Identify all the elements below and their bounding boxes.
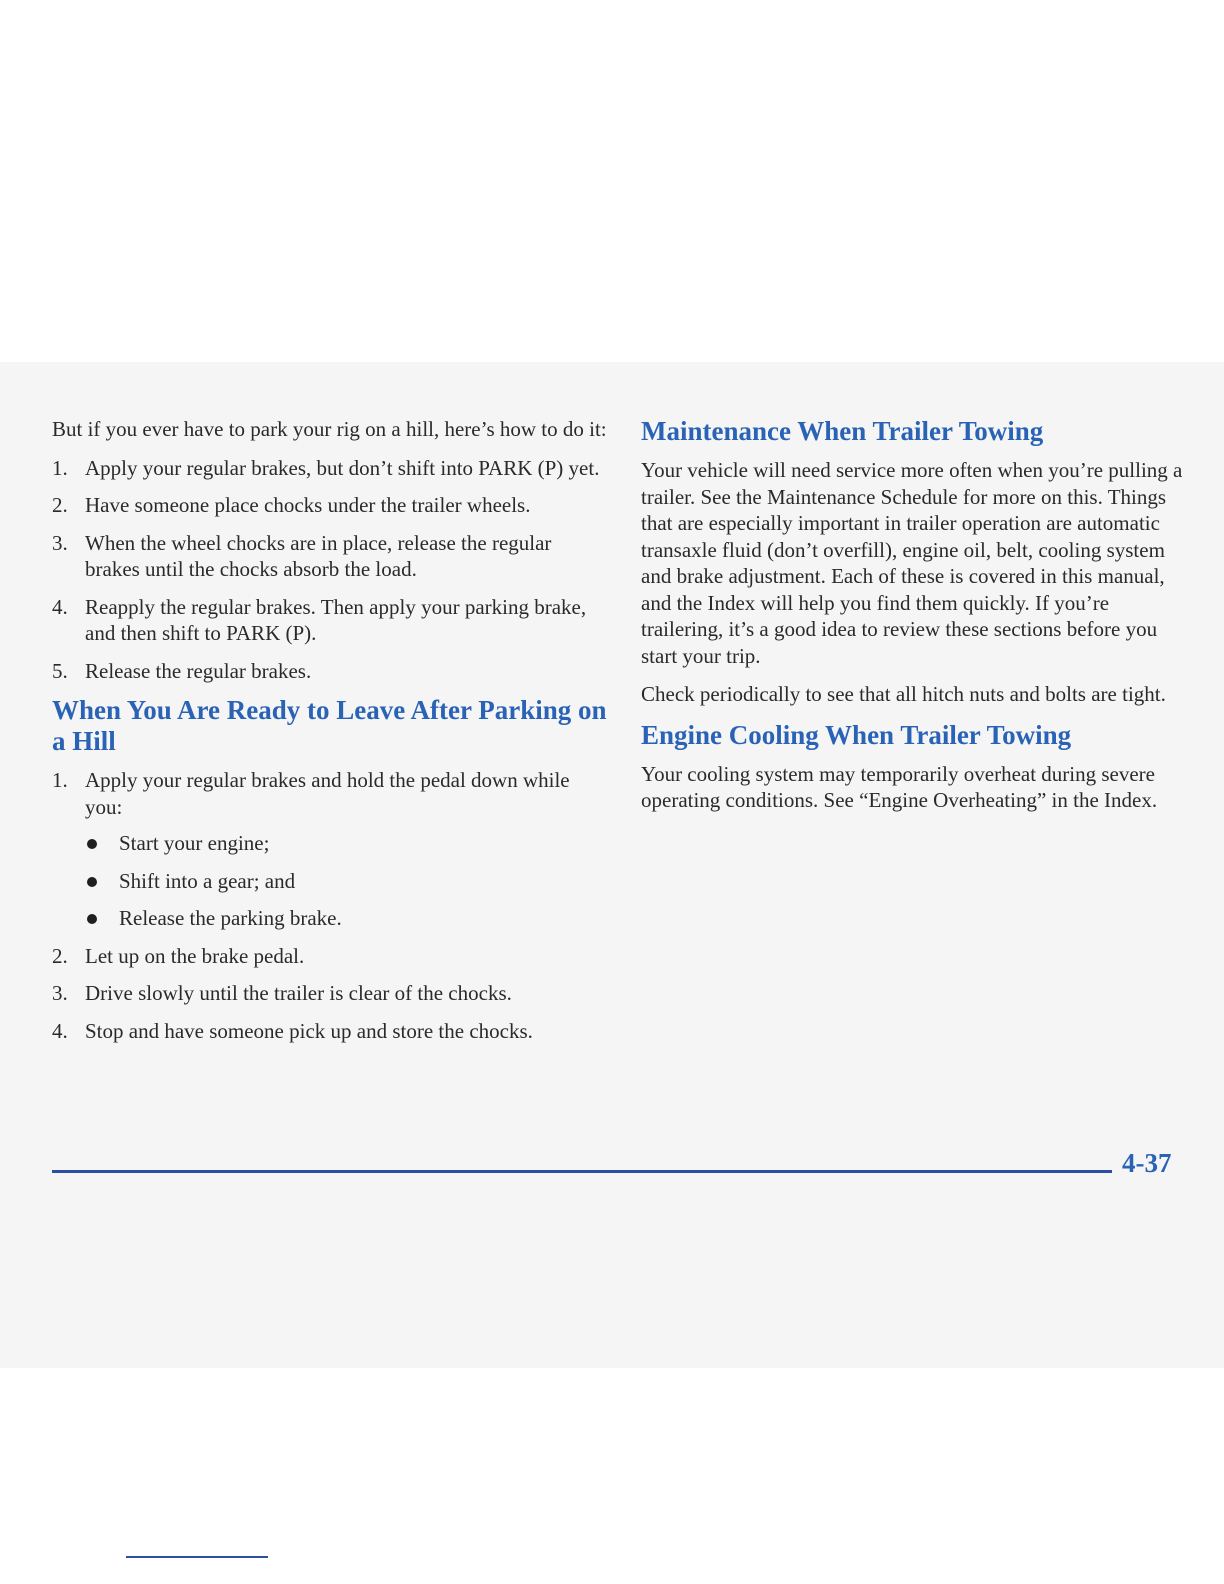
bullet-icon [87, 877, 97, 887]
engine-cooling-paragraph: Your cooling system may temporarily overheat during severe operating conditions. See “Engine Overheating” in the Index. [641, 761, 1158, 812]
list-item: 4. Reapply the regular brakes. Then apply your parking brake, and then shift to PARK (P). [52, 594, 587, 645]
page-number: 4-37 [1122, 1148, 1172, 1178]
right-column [641, 416, 1186, 826]
leave-after-parking-heading: When You Are Ready to Leave After Parking on a Hill [52, 695, 607, 756]
bullet-item: Start your engine; [85, 830, 607, 857]
list-item: 2. Let up on the brake pedal. [52, 943, 305, 968]
list-item: 1. Apply your regular brakes, but don’t shift into PARK (P) yet. [52, 455, 600, 480]
footer-rule [52, 1170, 1112, 1173]
bullet-item: Release the parking brake. [85, 905, 607, 932]
maintenance-heading: Maintenance When Trailer Towing [641, 416, 1044, 446]
leave-steps-list [52, 767, 607, 1044]
list-item: 5. Release the regular brakes. [52, 658, 312, 683]
list-item: 3. Drive slowly until the trailer is clear of the chocks. [52, 981, 512, 1005]
maintenance-paragraph: Your vehicle will need service more often when you’re pulling a trailer. See the Maintenance Schedule for more on this. Things that are especially important in trailer operation are automatic transaxle fluid (don’t overfill), engine oil, belt, cooling system and brake adjustment. Each of these is covered in this manual, and the Index will help you find them quickly. If you’re trailering, it’s a good idea to review these sections before you start your trip. [641, 458, 1183, 668]
bottom-rule [126, 1556, 268, 1558]
list-item: 4. Stop and have someone pick up and store the chocks. [52, 1018, 533, 1043]
leave-bullets-list [85, 830, 607, 932]
list-item: 3. When the wheel chocks are in place, release the regular brakes until the chocks absorb the load. [52, 530, 552, 581]
intro-paragraph: But if you ever have to park your rig on a hill, here’s how to do it: [52, 417, 607, 441]
bullet-item: Shift into a gear; and [85, 868, 607, 895]
engine-cooling-heading: Engine Cooling When Trailer Towing [641, 719, 1072, 750]
list-item: 2. Have someone place chocks under the trailer wheels. [52, 493, 531, 517]
hitch-check-paragraph: Check periodically to see that all hitch nuts and bolts are tight. [641, 682, 1166, 706]
left-column [52, 416, 607, 1055]
bullet-icon [87, 839, 97, 849]
bullet-icon [87, 914, 97, 924]
list-item: 1. Apply your regular brakes and hold the pedal down while you: Start your engine; Shift into a gear; and Release the parking brake. [52, 767, 607, 932]
park-steps-list [52, 455, 607, 685]
